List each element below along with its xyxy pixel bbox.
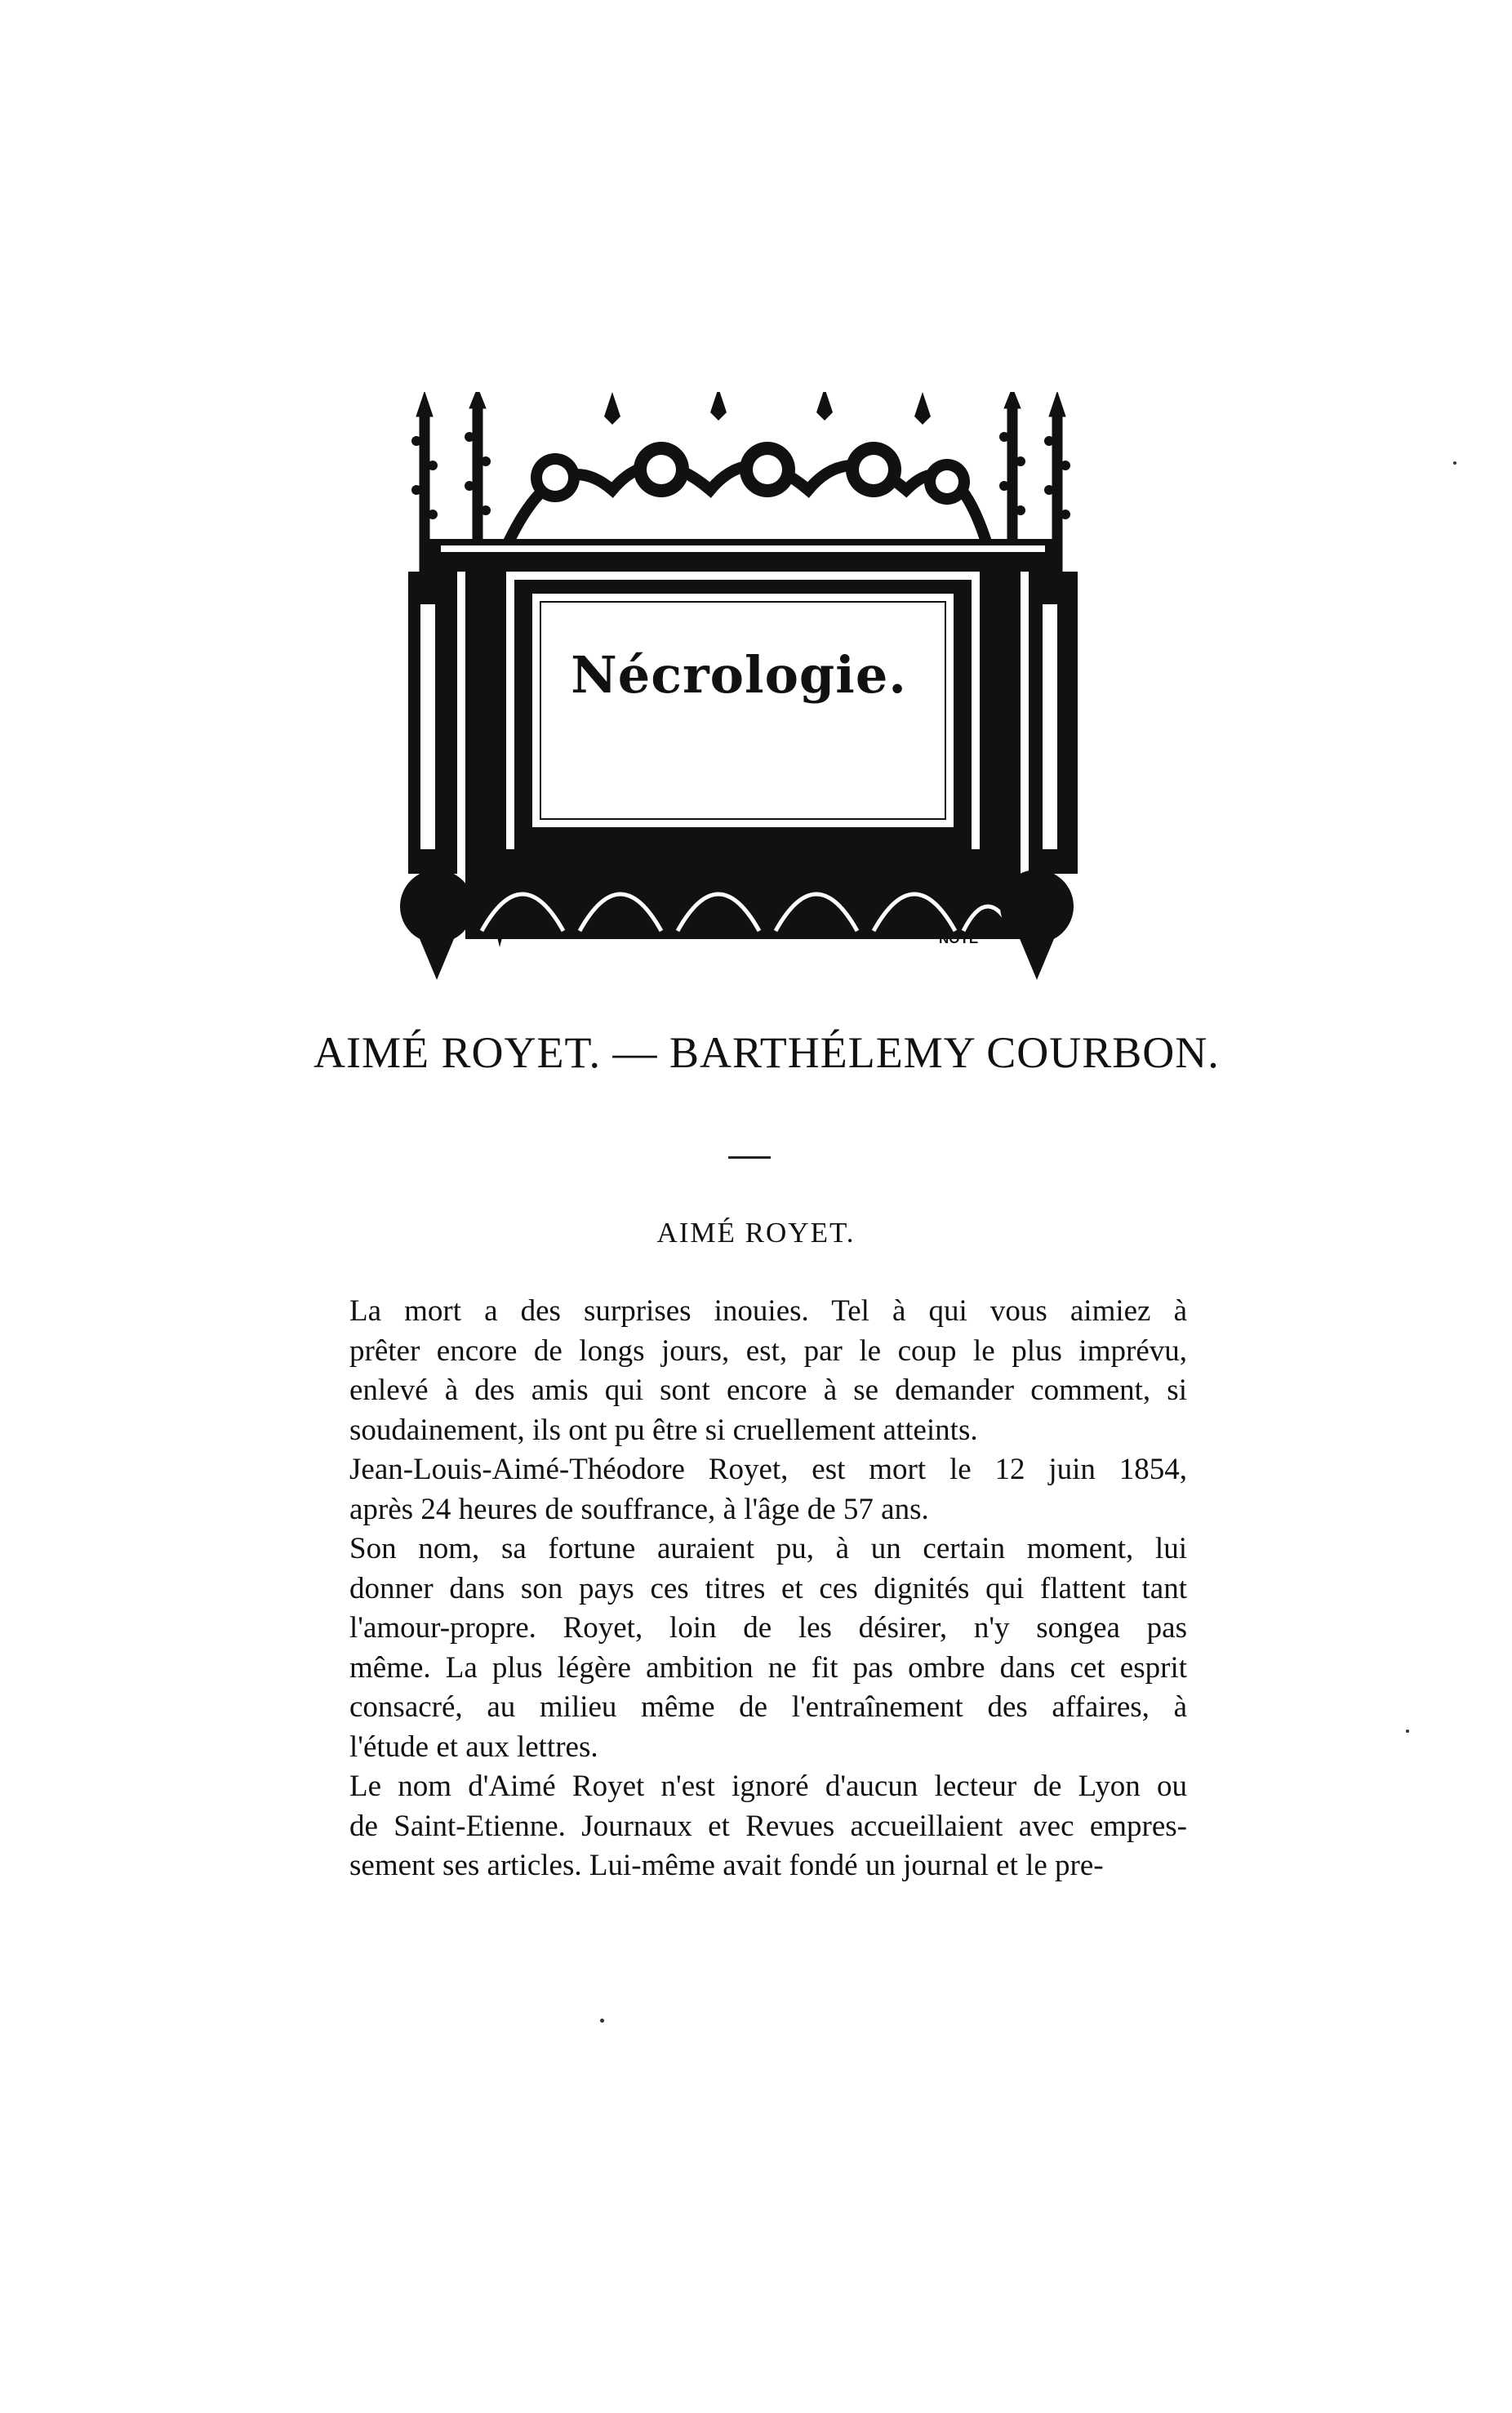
text-line: prêter encore de longs jours, est, par le coup le plus imprévu, xyxy=(349,1333,1187,1368)
text-line: La mort a des surprises inouies. Tel à qui vous aimiez à xyxy=(349,1294,1187,1328)
text-line: Son nom, sa fortune auraient pu, à un certain moment, lui xyxy=(349,1532,1187,1565)
paragraph xyxy=(349,1450,1187,1529)
text-line: l'amour-propre. Royet, loin de les désirer, n'y songea pas xyxy=(349,1611,1187,1645)
text-line: de Saint-Etienne. Journaux et Revues accueillaient avec empres- xyxy=(349,1809,1187,1843)
text-line: consacré, au milieu même de l'entraînement des affaires, à xyxy=(349,1690,1187,1724)
title-divider xyxy=(728,1156,771,1159)
gothic-ornament-header xyxy=(392,392,1086,980)
text-line: sement ses articles. Lui-même avait fondé un journal et le pre- xyxy=(349,1849,1104,1882)
text-line: Jean-Louis-Aimé-Théodore Royet, est mort le 12 juin 1854, xyxy=(349,1453,1187,1486)
paragraph xyxy=(349,1292,1187,1450)
section-title: AIMÉ ROYET. xyxy=(656,1217,856,1249)
text-line: soudainement, ils ont pu être si cruellement atteints. xyxy=(349,1413,978,1447)
text-line: l'étude et aux lettres. xyxy=(349,1730,598,1764)
article-body xyxy=(349,1292,1187,1886)
print-speck xyxy=(1406,1730,1409,1733)
text-line: enlevé à des amis qui sont encore à se demander comment, si xyxy=(349,1373,1187,1407)
page-title: AIMÉ ROYET. — BARTHÉLEMY COURBON. xyxy=(314,1028,1220,1077)
text-line: donner dans son pays ces titres et ces dignités qui flattent tant xyxy=(349,1571,1187,1605)
paragraph xyxy=(349,1767,1187,1886)
print-speck xyxy=(1453,461,1456,465)
text-line: après 24 heures de souffrance, à l'âge de 57 ans. xyxy=(349,1492,929,1526)
text-line: Le nom d'Aimé Royet n'est ignoré d'aucun lecteur de Lyon ou xyxy=(349,1770,1187,1803)
print-speck xyxy=(600,2019,604,2023)
necrologie-heading: Nécrologie. xyxy=(571,645,907,705)
text-line: même. La plus légère ambition ne fit pas ombre dans cet esprit xyxy=(349,1650,1187,1685)
paragraph xyxy=(349,1529,1187,1767)
engraver-signature: NOYE xyxy=(939,931,979,946)
